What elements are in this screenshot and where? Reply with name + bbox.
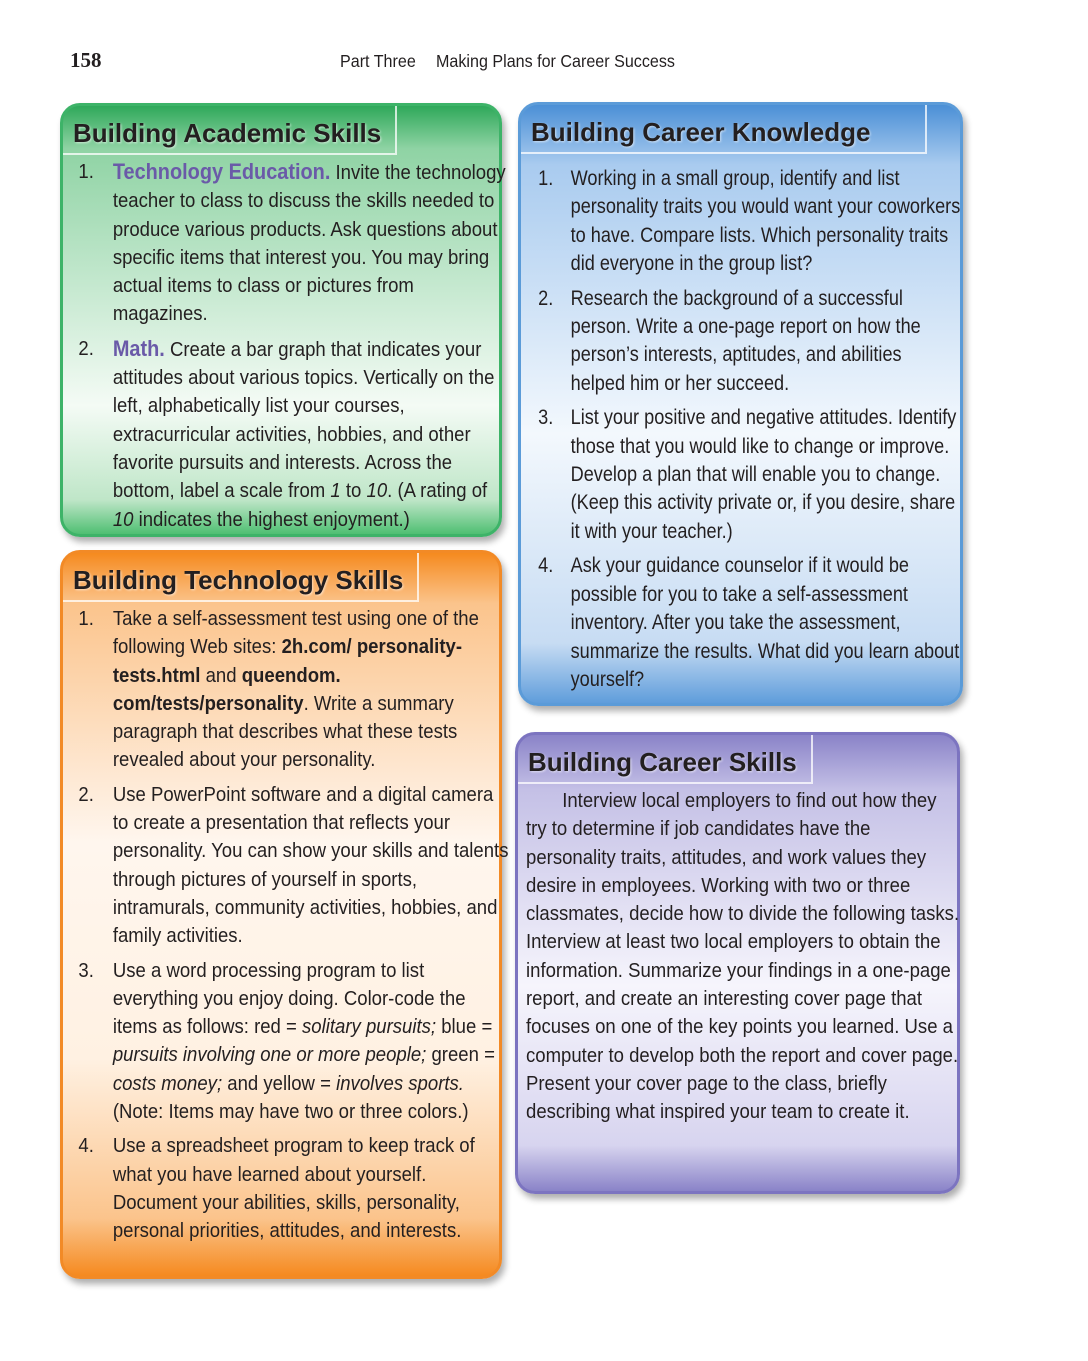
technology-skills-title: Building Technology Skills <box>73 565 404 595</box>
technology-skills-box <box>60 550 509 1279</box>
career-title-frame <box>518 735 813 784</box>
academic-list <box>73 158 509 534</box>
knowledge-title-frame <box>521 105 927 154</box>
list-item: 4. Ask your guidance counselor if it would be possible for you to take a self-assessment inventory. After you take the assessment, summarize the results. What did you learn about yourself? <box>538 554 960 691</box>
list-item: 2. Use PowerPoint software and a digital camera to create a presentation that reflects your personality. You can show your skills and talents through pictures of yourself in sports, intramurals, community activities, hobbies, and family activities. <box>78 782 509 948</box>
career-skills-box <box>515 732 960 1194</box>
subject-label: Math. <box>112 335 165 361</box>
list-item: 2. Math. Create a bar graph that indicates your attitudes about various topics. Vertically on the left, alphabetically list your courses, extracurricular activities, hobbies, and other favorite pursuits and interests. Across the bottom, label a scale from 1 to 10. (A rating of 10 indicates the highest enjoyment.) <box>78 335 495 531</box>
knowledge-list <box>533 165 961 694</box>
career-knowledge-title: Building Career Knowledge <box>531 117 871 147</box>
subject-label: Technology Education. <box>112 159 331 184</box>
list-item: 3. Use a word processing program to list everything you enjoy doing. Color-code the items as follows: red = solitary pursuits; blue = pursuits involving one or more people; green = costs money; and yellow = involves sports. (Note: Items may have two or three colors.) <box>78 958 495 1124</box>
academic-skills-title: Building Academic Skills <box>73 118 382 148</box>
part-label: Part Three <box>340 51 416 71</box>
running-head <box>340 51 675 72</box>
technology-title-frame <box>63 553 419 602</box>
list-item: 4. Use a spreadsheet program to keep track of what you have learned about yourself. Document your abilities, skills, personality, personal priorities, attitudes, and interests. <box>78 1134 475 1243</box>
technology-list <box>73 605 511 1246</box>
academic-skills-box <box>60 103 506 537</box>
list-item: 1. Take a self-assessment test using one of the following Web sites: 2h.com/ personality-tests.html and queendom. com/tests/personality. Write a summary paragraph that describes what these tests revealed about your personality. <box>78 607 479 772</box>
list-item: 1. Technology Education. Invite the technology teacher to class to discuss the skills needed to produce various products. Ask questions about specific items that interest you. You may bring actual items to class or pictures from magazines. <box>78 159 506 326</box>
list-item: 1. Working in a small group, identify and list personality traits you would want your coworkers to have. Compare lists. Which personality traits did everyone in the group list? <box>538 167 961 276</box>
career-skills-title: Building Career Skills <box>528 747 797 777</box>
website-link[interactable]: queendom. com/tests/personality <box>112 663 341 715</box>
page-number: 158 <box>70 48 102 72</box>
list-item: 2. Research the background of a successful person. Write a one-page report on how the person’s interests, aptitudes, and abilities helped him or her succeed. <box>538 286 921 395</box>
list-item: 3. List your positive and negative attitudes. Identify those that you would like to change or improve. Develop a plan that will enable you to change. (Keep this activity private or, if you desire, share it with your teacher.) <box>538 406 957 543</box>
chapter-title: Making Plans for Career Success <box>436 51 675 71</box>
academic-title-frame <box>63 106 397 155</box>
career-skills-paragraph: Interview local employers to find out how they try to determine if job candidates have the personality traits, attitudes, and work values they desire in employees. Working with two or three classmates, decide how to divide the following tasks. Interview at least two local employers to obtain the information. Summarize your findings in a one-page report, and create an interesting cover page that focuses on one of the key points you learned. Use a computer to develop both the report and cover page. Present your cover page to the class, briefly describing what inspired your team to create it. <box>526 789 960 1124</box>
website-link[interactable]: 2h.com/ personality-tests.html <box>112 635 463 687</box>
career-knowledge-box <box>518 102 963 706</box>
